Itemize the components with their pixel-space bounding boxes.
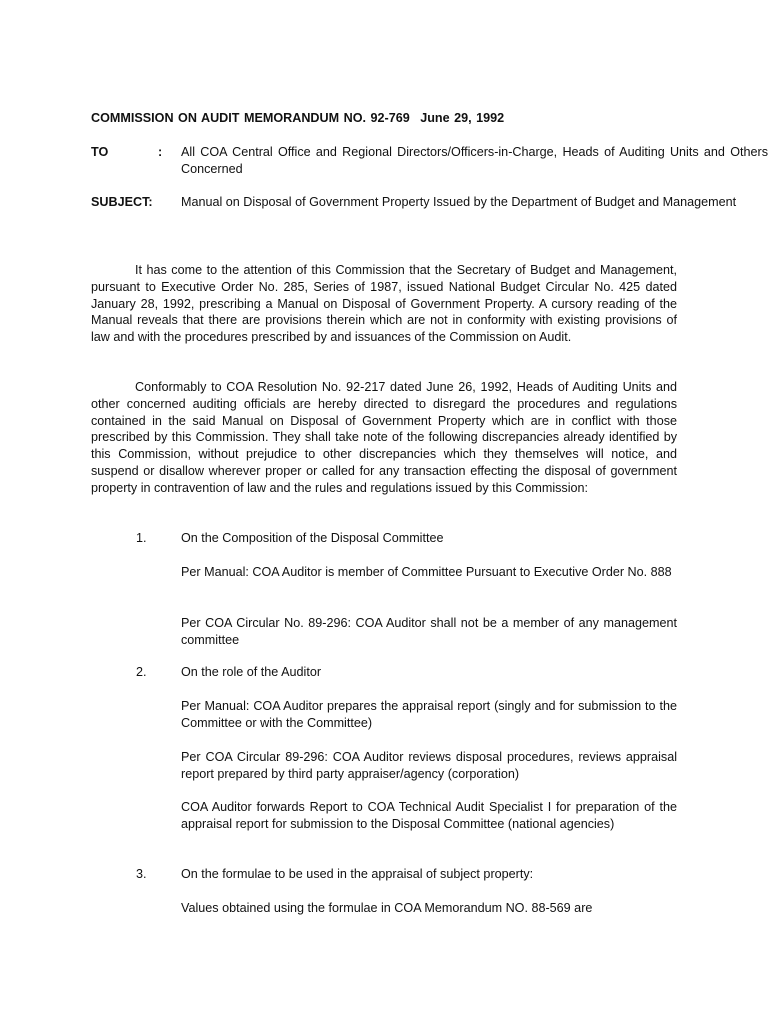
item-3-title: On the formulae to be used in the appraisal of subject property:	[181, 867, 534, 881]
memo-title: COMMISSION ON AUDIT MEMORANDUM NO. 92-769	[91, 111, 410, 125]
item-1-title: On the Composition of the Disposal Committee	[181, 531, 444, 545]
subject-label: SUBJECT:	[91, 195, 153, 209]
item-2-title: On the role of the Auditor	[181, 665, 322, 679]
item-1-detail-1: Per Manual: COA Auditor is member of Committee Pursuant to Executive Order No. 888	[181, 565, 672, 579]
item-3-number: 3.	[136, 867, 147, 881]
memo-date: June 29, 1992	[420, 111, 505, 125]
to-label: TO	[91, 145, 109, 159]
to-recipients: All COA Central Office and Regional Directors/Officers-in-Charge, Heads of Auditing Units and Others Concerned	[181, 145, 768, 176]
item-2-detail-1: Per Manual: COA Auditor prepares the appraisal report (singly and for submission to the Committee or with the Committee)	[181, 699, 677, 730]
item-1-detail-2: Per COA Circular No. 89-296: COA Auditor shall not be a member of any management committee	[181, 616, 677, 647]
memo-heading	[91, 110, 681, 127]
body-paragraph-2: Conformably to COA Resolution No. 92-217 dated June 26, 1992, Heads of Auditing Units and other concerned auditing officials are hereby directed to disregard the procedures and regulations contained in the said Manual on Disposal of Government Property which are in conflict with those prescribed by this Commission. They shall take note of the following discrepancies already identified by this Commission, without prejudice to other discrepancies which they themselves will notice, and suspend or disallow wherever proper or called for any transaction effecting the disposal of government property in contravention of law and the rules and regulations issued by this Commission:	[91, 380, 677, 495]
body-paragraph-1: It has come to the attention of this Commission that the Secretary of Budget and Management, pursuant to Executive Order No. 285, Series of 1987, issued National Budget Circular No. 425 dated January 28, 1992, prescribing a Manual on Disposal of Government Property. A cursory reading of the Manual reveals that there are provisions therein which are not in conformity with existing provisions of law and with the procedures prescribed by and issuances of the Commission on Audit.	[91, 263, 677, 345]
item-2-detail-2: Per COA Circular 89-296: COA Auditor reviews disposal procedures, reviews appraisal report prepared by third party appraiser/agency (corporation)	[181, 750, 677, 781]
item-2-number: 2.	[136, 665, 147, 679]
item-1-number: 1.	[136, 531, 147, 545]
item-3-detail-1: Values obtained using the formulae in COA Memorandum NO. 88-569 are	[181, 901, 593, 915]
item-2-detail-3: COA Auditor forwards Report to COA Technical Audit Specialist I for preparation of the appraisal report for submission to the Disposal Committee (national agencies)	[181, 800, 677, 831]
to-colon: :	[158, 145, 163, 159]
subject-text: Manual on Disposal of Government Property Issued by the Department of Budget and Management	[181, 195, 737, 209]
